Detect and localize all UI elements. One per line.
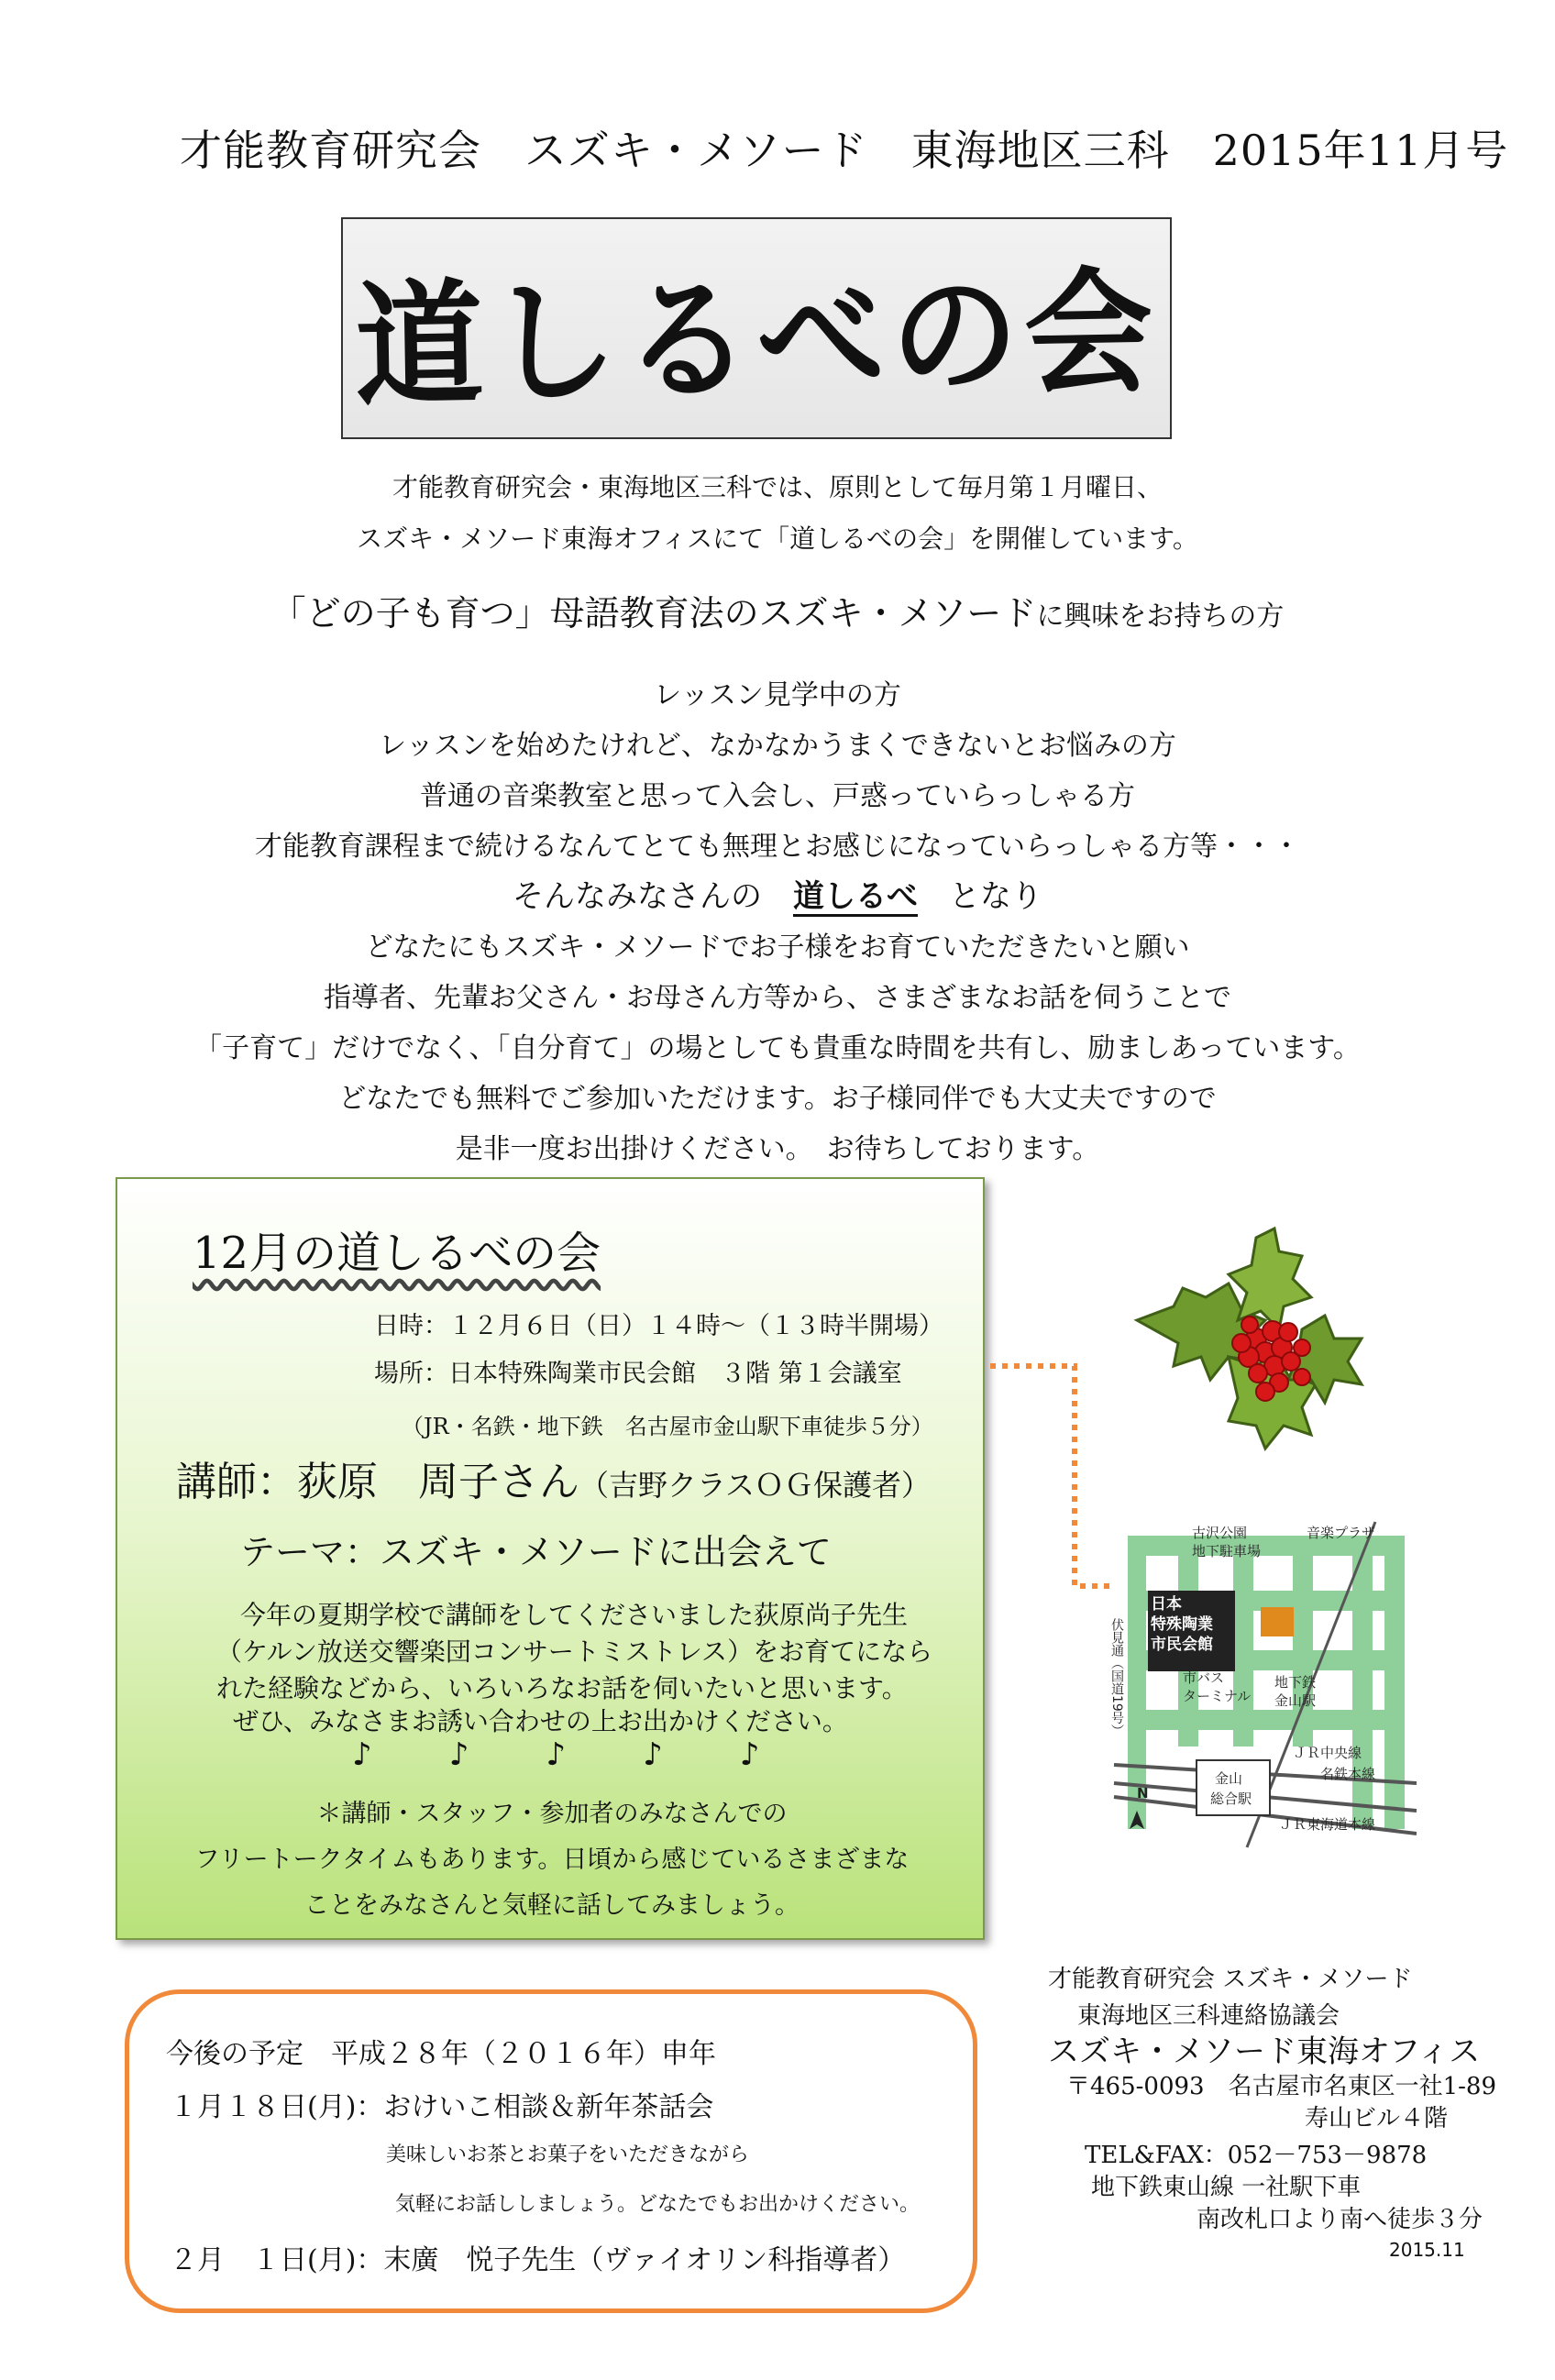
event-datetime: 日時：１２月６日（日）１４時～（１３時半開場） <box>374 1312 943 1340</box>
map-label-parking-2: 地下駐車場 <box>1192 1543 1262 1559</box>
map-label-parking-1: 古沢公園 <box>1192 1525 1248 1541</box>
event-desc-line: （ケルン放送交響楽団コンサートミストレス）をお育てになら <box>216 1636 933 1667</box>
office-access-1: 地下鉄東山線 一社駅下車 <box>1091 2174 1362 2201</box>
newsletter-header: 才能教育研究会 スズキ・メソード 東海地区三科 2015年11月号 <box>180 126 1509 175</box>
schedule-item-note: 美味しいお茶とお菓子をいただきながら <box>386 2143 750 2166</box>
closing-line: 是非一度お出掛けください。 お待ちしております。 <box>455 1133 1100 1165</box>
event-desc-line: ぜひ、みなさまお誘い合わせの上お出かけください。 <box>233 1706 848 1736</box>
map-label-ongaku: 音楽プラザ <box>1307 1525 1376 1541</box>
location-map <box>1109 1517 1417 1857</box>
lecturer-note: （吉野クラスＯＧ保護者） <box>579 1468 932 1503</box>
map-label-bus-1: 市バス <box>1183 1669 1225 1686</box>
holly-decoration <box>1119 1219 1384 1467</box>
event-theme: テーマ：スズキ・メソードに出会えて <box>240 1532 832 1572</box>
closing-line: どなたでも無料でご参加いただけます。お子様同伴でも大丈夫ですので <box>338 1083 1217 1115</box>
map-label-subway-1: 地下鉄 <box>1274 1674 1317 1691</box>
map-label-hall-1: 日本 <box>1151 1595 1182 1614</box>
event-desc-line: れた経験などから、いろいろなお話を伺いたいと思います。 <box>216 1673 908 1703</box>
office-access-2: 南改札口より南へ徒歩３分 <box>1197 2206 1483 2233</box>
event-box <box>116 1177 985 1940</box>
office-org-2: 東海地区三科連絡協議会 <box>1077 2002 1340 2030</box>
emphasis-post: となり <box>918 878 1042 915</box>
event-title: 12月の道しるべの会 <box>193 1228 601 1279</box>
event-footer-line: ＊講師・スタッフ・参加者のみなさんでの <box>316 1800 788 1828</box>
map-label-jr-tokaido: ＪＲ東海道本線 <box>1279 1816 1376 1833</box>
lecturer-name: 講師：荻原 周子さん <box>176 1459 579 1505</box>
emphasis-pre: そんなみなさんの <box>513 878 793 915</box>
map-label-kanayama-1: 金山 <box>1215 1770 1243 1787</box>
map-label-meitetsu: 名鉄本線 <box>1320 1766 1376 1782</box>
audience-item: レッスン見学中の方 <box>654 679 901 711</box>
emphasis-word: 道しるべ <box>793 878 918 915</box>
closing-line: 「子育て」だけでなく、「自分育て」の場としても貴重な時間を共有し、励ましあっています。 <box>194 1032 1361 1064</box>
emphasis-line <box>0 871 1555 916</box>
map-label-road: 伏見通（国道19号） <box>1109 1618 1124 1737</box>
audience-lead <box>0 585 1555 635</box>
map-label-subway-2: 金山駅 <box>1274 1692 1317 1709</box>
schedule-item: ２月 １日(月)：末廣 悦子先生（ヴァイオリン科指導者） <box>170 2244 906 2276</box>
schedule-heading: 今後の予定 平成２８年（２０１６年）申年 <box>166 2038 716 2070</box>
schedule-item-note: 気軽にお話ししましょう。どなたでもお出かけください。 <box>395 2193 921 2216</box>
office-name: スズキ・メソード東海オフィス <box>1048 2033 1481 2070</box>
issue-date: 2015.11 <box>1389 2239 1465 2261</box>
music-notes: ♪♪♪♪♪ <box>352 1736 837 1773</box>
intro-line-2: スズキ・メソード東海オフィスにて「道しるべの会」を開催しています。 <box>357 523 1198 554</box>
audience-item: 才能教育課程まで続けるなんてとても無理とお感じになっていらっしゃる方等・・・ <box>255 831 1300 863</box>
event-footer-line: ことをみなさんと気軽に話してみましょう。 <box>304 1891 800 1920</box>
audience-lead-small: に興味をお持ちの方 <box>1036 601 1285 633</box>
event-access: （JR・名鉄・地下鉄 名古屋市金山駅下車徒歩５分） <box>402 1414 933 1439</box>
closing-line: 指導者、先輩お父さん・お母さん方等から、さまざまなお話を伺うことで <box>324 982 1231 1014</box>
calligraphy-banner <box>341 217 1172 439</box>
audience-lead-big: 「どの子も育つ」母語教育法のスズキ・メソード <box>270 593 1037 634</box>
map-label-kanayama-2: 総合駅 <box>1210 1791 1252 1807</box>
map-label-hall-3: 市民会館 <box>1151 1636 1213 1654</box>
audience-item: 普通の音楽教室と思って入会し、戸惑っていらっしゃる方 <box>420 780 1135 812</box>
office-tel: TEL&FAX：052－753－9878 <box>1085 2142 1428 2169</box>
schedule-item: １月１８日(月)：おけいこ相談＆新年茶話会 <box>170 2091 714 2123</box>
banner-calligraphy: 道しるべの会 <box>353 254 1160 426</box>
map-label-jr-chuo: ＪＲ中央線 <box>1293 1745 1362 1761</box>
event-lecturer <box>176 1449 931 1507</box>
office-org-1: 才能教育研究会 スズキ・メソード <box>1048 1966 1413 1993</box>
map-label-bus-2: ターミナル <box>1183 1688 1252 1704</box>
office-address-2: 寿山ビル４階 <box>1305 2105 1449 2132</box>
event-venue: 場所：日本特殊陶業市民会館 ３階 第１会議室 <box>374 1360 902 1388</box>
intro-line-1: 才能教育研究会・東海地区三科では、原則として毎月第１月曜日、 <box>392 472 1163 502</box>
schedule-box <box>125 1989 977 2313</box>
office-address-1: 〒465-0093 名古屋市名東区一社1-89 <box>1066 2073 1496 2100</box>
map-label-north: N <box>1137 1785 1149 1802</box>
event-desc-line: 今年の夏期学校で講師をしてくださいました荻原尚子先生 <box>240 1600 909 1630</box>
audience-item: レッスンを始めたけれど、なかなかうまくできないとお悩みの方 <box>379 730 1176 762</box>
closing-line: どなたにもスズキ・メソードでお子様をお育ていただきたいと願い <box>365 931 1190 964</box>
event-footer-line: フリートークタイムもあります。日頃から感じているさまざまな <box>194 1846 910 1874</box>
map-label-hall-2: 特殊陶業 <box>1151 1615 1213 1634</box>
